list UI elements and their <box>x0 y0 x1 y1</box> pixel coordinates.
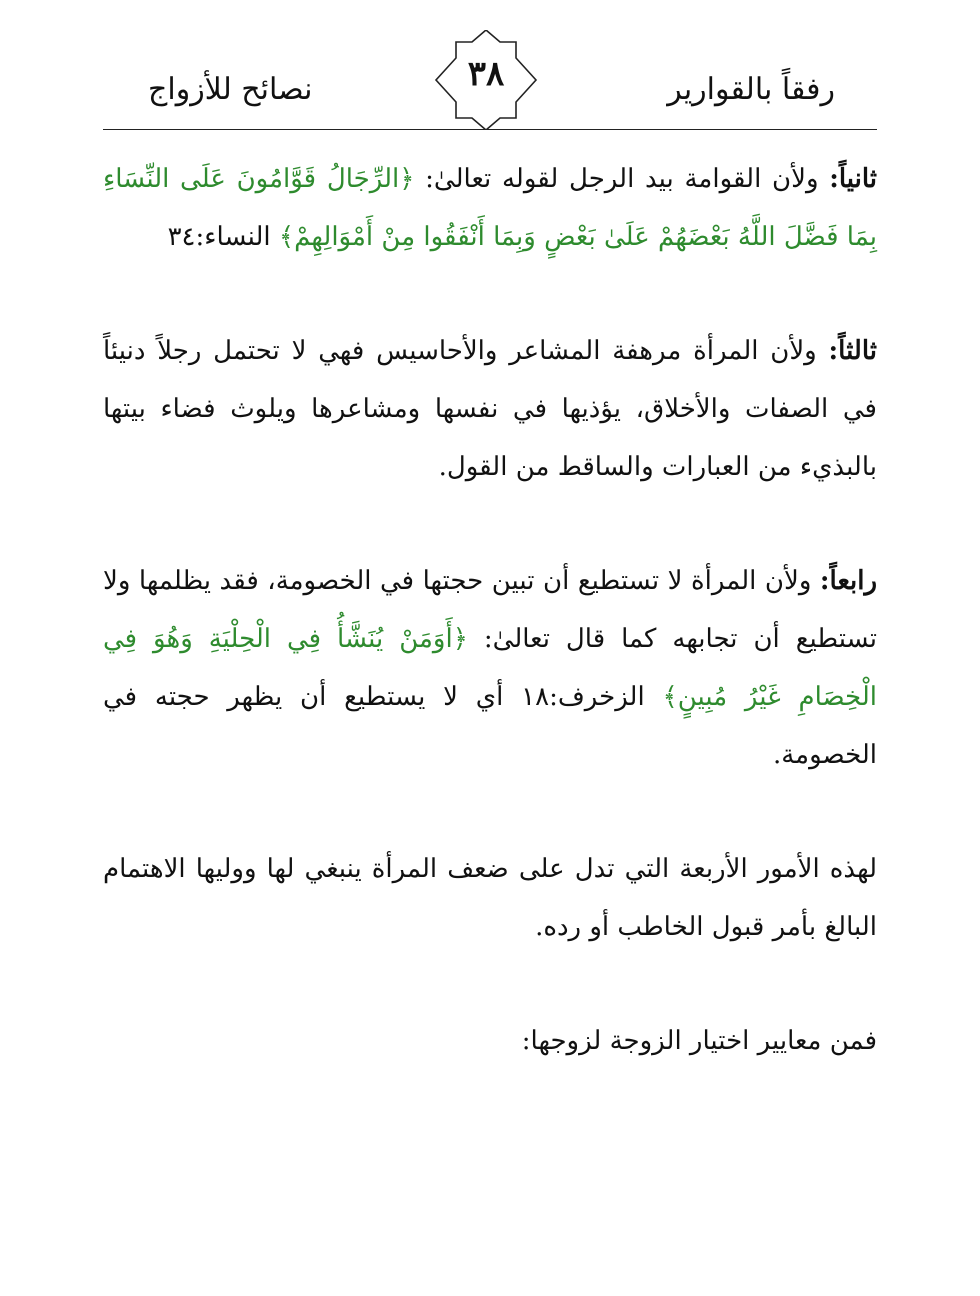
paragraph-text: ولأن المرأة مرهفة المشاعر والأحاسيس فهي لا تحتمل رجلاً دنيئاً في الصفات والأخلاق، يؤذيها في نفسها ومشاعرها ويلوث فضاء بيتها بالبذيء من العبارات والساقط من القول. <box>103 336 877 482</box>
paragraph-conclusion <box>103 840 877 956</box>
paragraph-lead: ثانياً: <box>829 164 877 194</box>
verse-reference: النساء:٣٤ <box>167 222 279 252</box>
paragraph-text-continued: الزخرف:١٨ أي لا يستطيع أن يظهر حجته في الخصومة. <box>103 682 877 770</box>
paragraph-thirdly <box>103 322 877 496</box>
paragraph-text: ولأن القوامة بيد الرجل لقوله تعالىٰ: <box>414 164 830 194</box>
paragraph-text: لهذه الأمور الأربعة التي تدل على ضعف المرأة ينبغي لها ووليها الاهتمام البالغ بأمر قبول الخاطب أو رده. <box>103 854 877 942</box>
paragraph-fourthly <box>103 552 877 784</box>
chapter-title: نصائح للأزواج <box>148 72 313 107</box>
header-divider <box>103 129 877 130</box>
quran-verse: ﴿الرِّجَالُ قَوَّامُونَ عَلَى النِّسَاءِ بِمَا فَضَّلَ اللَّهُ بَعْضَهُمْ عَلَىٰ بَعْضٍ وَبِمَا أَنْفَقُوا مِنْ أَمْوَالِهِمْ﴾ <box>103 164 877 252</box>
paragraph-criteria-intro <box>103 1012 877 1070</box>
book-title: رفقاً بالقوارير <box>667 72 835 107</box>
paragraph-secondly <box>103 150 877 266</box>
paragraph-lead: ثالثاً: <box>828 336 877 366</box>
paragraph-text: فمن معايير اختيار الزوجة لزوجها: <box>521 1026 877 1056</box>
page-number-badge <box>428 30 544 130</box>
page-number: ٣٨ <box>467 54 505 94</box>
page-body <box>103 150 877 1070</box>
quran-verse: ﴿أَوَمَنْ يُنَشَّأُ فِي الْحِلْيَةِ وَهُوَ فِي الْخِصَامِ غَيْرُ مُبِينٍ﴾ <box>103 624 877 712</box>
page-header <box>0 0 980 140</box>
paragraph-text: ولأن المرأة لا تستطيع أن تبين حجتها في الخصومة، فقد يظلمها ولا تستطيع أن تجابهه كما قال تعالىٰ: <box>103 566 878 654</box>
paragraph-lead: رابعاً: <box>819 566 877 596</box>
